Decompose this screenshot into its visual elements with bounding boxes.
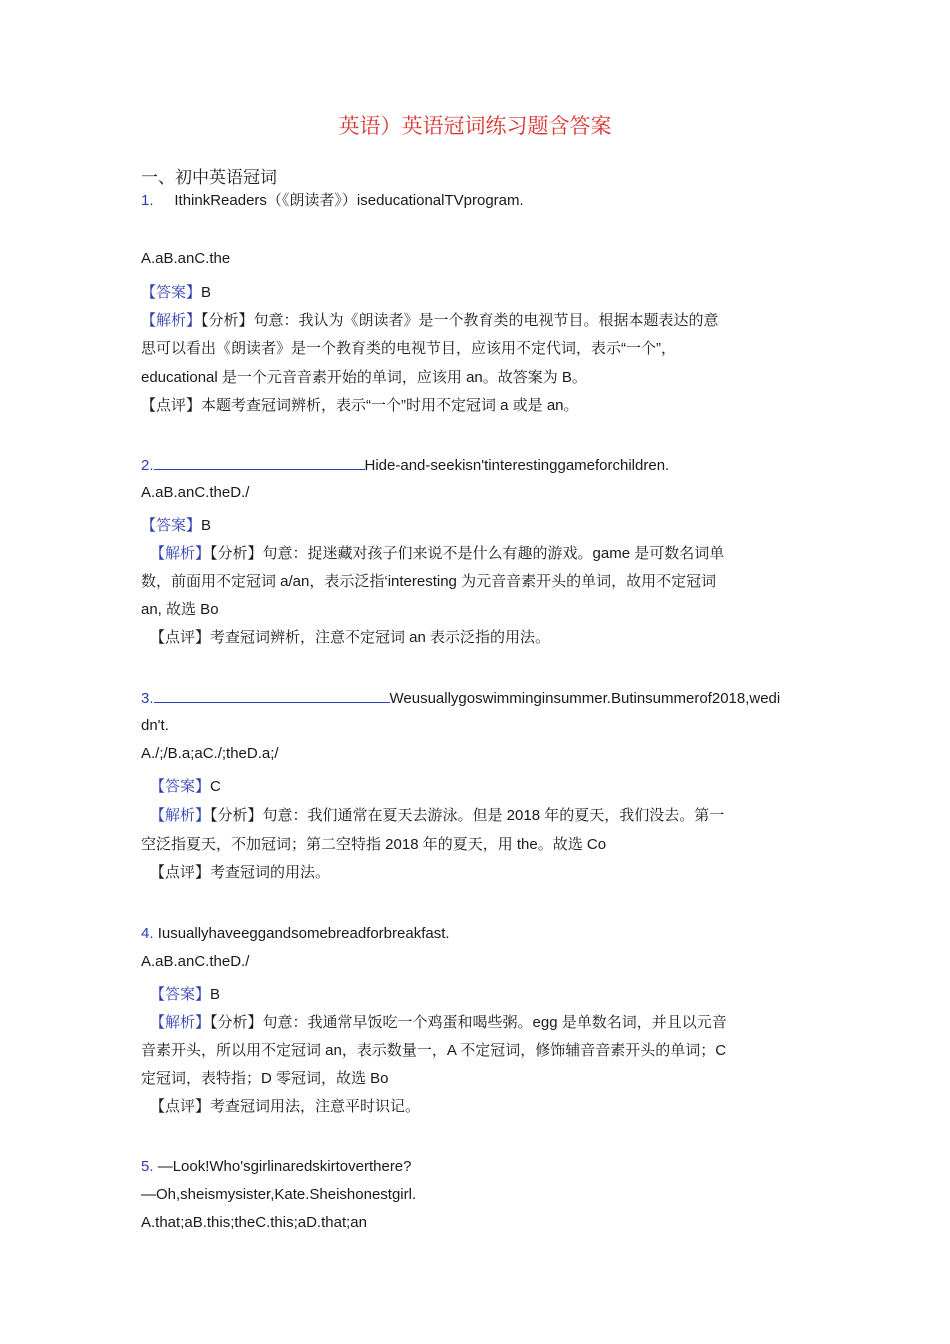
question-3-options: A./;/B.a;aC./;theD.a;/ <box>141 745 279 762</box>
comment-text: 【点评】考查冠词的用法。 <box>150 864 331 881</box>
section-heading: 一、初中英语冠词 <box>141 168 277 188</box>
question-2 <box>141 455 669 476</box>
analysis-tag: 【解析】 <box>150 1014 211 1031</box>
comment-text: 【点评】考查冠词辨析，注意不定冠词 an 表示泛指的用法。 <box>150 629 551 646</box>
analysis-text: 【分析】句意：我们通常在夏天去游泳。但是 2018 年的夏天，我们没去。第一 <box>210 807 725 824</box>
question-5 <box>141 1157 412 1177</box>
analysis-text: an, 故选 Bo <box>141 601 219 618</box>
analysis-tag: 【解析】 <box>150 545 211 562</box>
question-text: —Look!Who'sgirlinaredskirtoverthere? <box>157 1158 412 1175</box>
answer-line <box>141 283 211 303</box>
analysis-text: 【分析】句意：捉迷藏对孩子们来说不是什么有趣的游戏。game 是可数名词单 <box>210 545 725 562</box>
question-text: dn't. <box>141 717 169 734</box>
comment-text: 【点评】考查冠词用法，注意平时识记。 <box>150 1098 421 1115</box>
answer-line <box>150 777 221 797</box>
analysis-text: 定冠词，表特指；D 零冠词，故选 Bo <box>141 1070 389 1087</box>
question-number: 2. <box>141 457 154 474</box>
answer-value: B <box>201 517 212 534</box>
question-number: 4. <box>141 925 154 942</box>
answer-tag: 【答案】 <box>150 778 211 795</box>
answer-value: B <box>210 986 221 1003</box>
answer-line <box>150 985 220 1005</box>
answer-value: C <box>210 778 221 795</box>
question-text: —Oh,sheismysister,Kate.Sheishonestgirl. <box>141 1186 417 1203</box>
analysis-text: 思可以看出《朗读者》是一个教育类的电视节目，应该用不定代词，表示“一个”， <box>141 340 676 357</box>
answer-tag: 【答案】 <box>150 986 211 1003</box>
answer-tag: 【答案】 <box>141 284 202 301</box>
question-5-options: A.that;aB.this;theC.this;aD.that;an <box>141 1214 367 1231</box>
question-4-options: A.aB.anC.theD./ <box>141 953 250 970</box>
question-text: Weusuallygoswimminginsummer.Butinsummerof2018,wedi <box>389 690 781 707</box>
analysis-text: 【分析】句意：我认为《朗读者》是一个教育类的电视节目。根据本题表达的意 <box>201 312 719 329</box>
analysis-text: 空泛指夏天，不加冠词；第二空特指 2018 年的夏天，用 the。故选 Co <box>141 836 607 853</box>
page-title: 英语）英语冠词练习题含答案 <box>338 114 612 138</box>
analysis-text: educational 是一个元音音素开始的单词，应该用 an。故答案为 B。 <box>141 369 587 386</box>
analysis-tag: 【解析】 <box>141 312 202 329</box>
question-3 <box>141 688 780 709</box>
question-4 <box>141 924 450 944</box>
analysis-line <box>150 1013 727 1033</box>
answer-tag: 【答案】 <box>141 517 202 534</box>
question-text: Iusuallyhaveeggandsomebreadforbreakfast. <box>157 925 450 942</box>
answer-value: B <box>201 284 212 301</box>
analysis-line <box>141 311 719 331</box>
question-1-options: A.aB.anC.the <box>141 250 231 267</box>
question-number: 1. <box>141 192 154 209</box>
question-1 <box>141 191 524 211</box>
question-text: IthinkReaders（《朗读者》）iseducationalTVprogram. <box>174 192 524 209</box>
analysis-tag: 【解析】 <box>150 807 211 824</box>
question-number: 3. <box>141 690 154 707</box>
analysis-text: 【分析】句意：我通常早饭吃一个鸡蛋和喝些粥。egg 是单数名词，并且以元音 <box>210 1014 727 1031</box>
analysis-line <box>150 544 724 564</box>
question-number: 5. <box>141 1158 154 1175</box>
answer-blank[interactable] <box>154 688 390 703</box>
analysis-line <box>150 806 724 826</box>
question-text: Hide-and-seekisn'tinterestinggameforchildren. <box>364 457 670 474</box>
question-2-options: A.aB.anC.theD./ <box>141 484 250 501</box>
analysis-text: 数，前面用不定冠词 a/an，表示泛指‘interesting 为元音音素开头的单词，故用不定冠词 <box>141 573 717 590</box>
comment-text: 【点评】本题考查冠词辨析，表示“一个”时用不定冠词 a 或是 an。 <box>141 397 579 414</box>
analysis-text: 音素开头，所以用不定冠词 an，表示数量一，A 不定冠词，修饰辅音音素开头的单词；C <box>141 1042 727 1059</box>
answer-blank[interactable] <box>154 455 365 470</box>
answer-line <box>141 516 211 536</box>
